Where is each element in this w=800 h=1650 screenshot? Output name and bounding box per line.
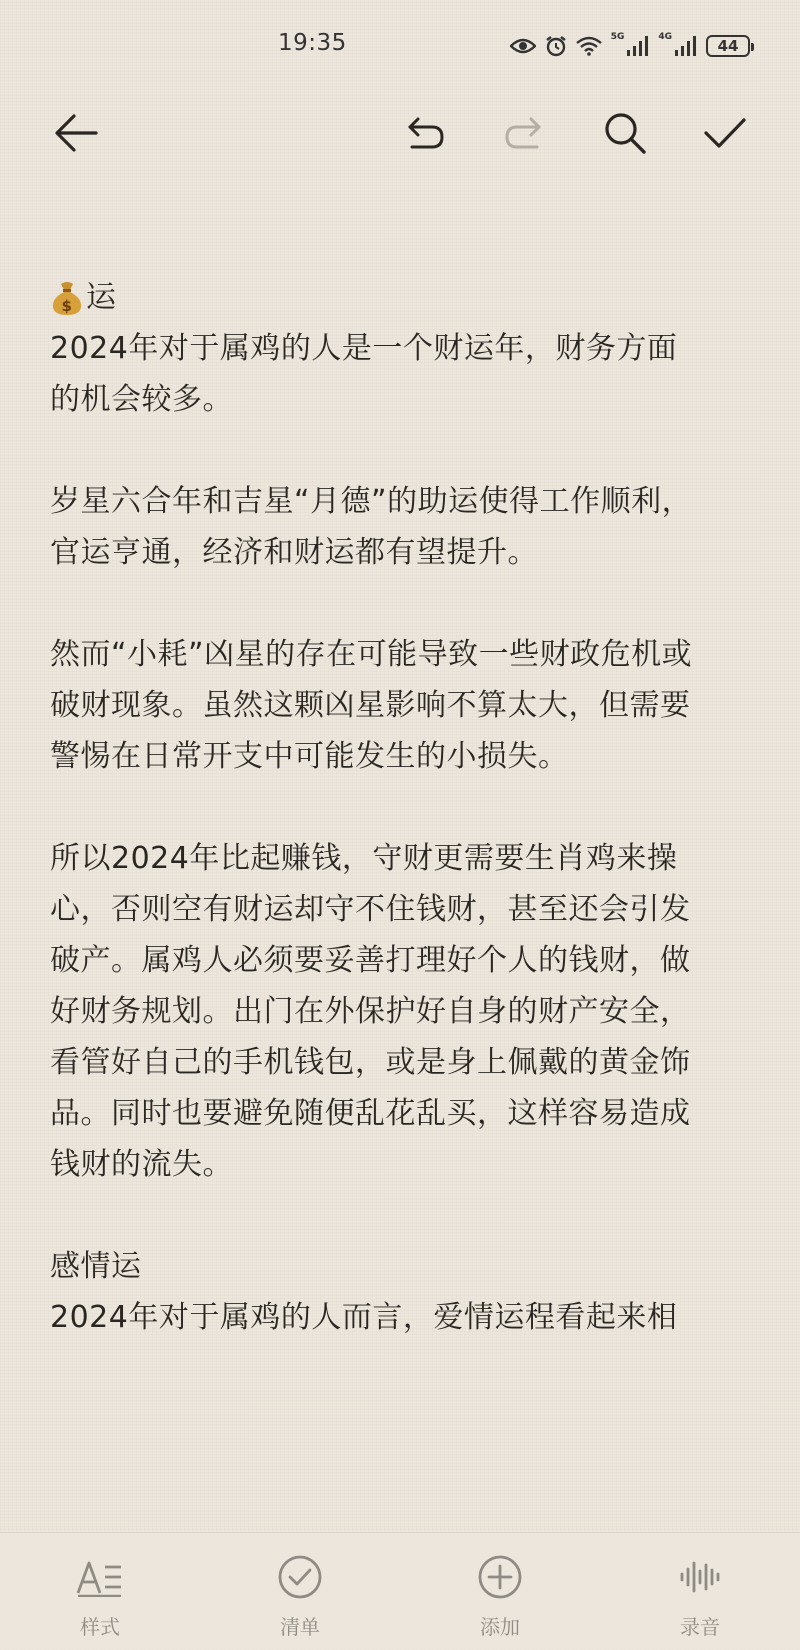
signal1-label: 5G xyxy=(610,32,625,42)
text-line: 破产。属鸡人必须要妥善打理好个人的钱财，做 xyxy=(50,943,691,978)
status-time: 19:35 xyxy=(278,30,347,56)
style-button[interactable] xyxy=(45,1553,155,1643)
done-button[interactable] xyxy=(697,107,753,163)
text-line: 心，否则空有财运却守不住钱财，甚至还会引发 xyxy=(50,892,691,927)
record-label: 录音 xyxy=(680,1615,720,1639)
signal2-label: 4G xyxy=(658,32,672,42)
checklist-button[interactable] xyxy=(245,1553,355,1643)
checklist-label: 清单 xyxy=(280,1615,320,1639)
text-line: 2024年对于属鸡的人而言，爱情运程看起来相 xyxy=(50,1300,678,1335)
paragraph-2 xyxy=(50,476,760,578)
paragraph-1 xyxy=(50,323,760,425)
status-bar xyxy=(0,0,800,90)
text-line: 警惕在日常开支中可能发生的小损失。 xyxy=(50,739,569,774)
svg-text:$: $ xyxy=(61,296,73,315)
note-editor[interactable] xyxy=(50,272,760,1343)
voice-record-icon xyxy=(678,1557,722,1601)
text-line: 官运亨通，经济和财运都有望提升。 xyxy=(50,535,538,570)
alarm-icon xyxy=(545,35,567,57)
search-button[interactable] xyxy=(597,107,653,163)
record-button[interactable] xyxy=(645,1553,755,1643)
status-icons xyxy=(510,31,750,61)
add-button[interactable] xyxy=(445,1553,555,1643)
text-line: 钱财的流失。 xyxy=(50,1147,233,1182)
text-line: 的机会较多。 xyxy=(50,382,233,417)
add-label: 添加 xyxy=(480,1615,520,1639)
style-label: 样式 xyxy=(80,1615,120,1639)
battery-icon xyxy=(706,35,750,57)
back-button[interactable] xyxy=(48,107,104,163)
wifi-icon xyxy=(576,36,602,56)
signal-5g-icon xyxy=(627,36,649,56)
text-line: 好财务规划。出门在外保护好自身的财产安全， xyxy=(50,994,691,1029)
text-line: 然而“小耗”凶星的存在可能导致一些财政危机或 xyxy=(50,637,693,672)
checkmark-icon xyxy=(703,116,747,154)
text-style-icon xyxy=(75,1557,125,1601)
redo-button[interactable] xyxy=(495,107,551,163)
paragraph-3 xyxy=(50,629,760,782)
section-heading-text: 运 xyxy=(86,280,117,315)
back-arrow-icon xyxy=(54,113,98,157)
battery-level: 44 xyxy=(717,37,739,55)
undo-icon xyxy=(406,115,446,155)
text-line: 看管好自己的手机钱包，或是身上佩戴的黄金饰 xyxy=(50,1045,691,1080)
eye-icon xyxy=(510,37,536,55)
signal-4g-icon xyxy=(675,36,697,56)
section-heading-love: 感情运 xyxy=(50,1249,142,1284)
text-line: 品。同时也要避免随便乱花乱买，这样容易造成 xyxy=(50,1096,691,1131)
undo-button[interactable] xyxy=(398,107,454,163)
section-heading-wealth xyxy=(50,272,760,323)
paragraph-4 xyxy=(50,833,760,1190)
text-line: 2024年对于属鸡的人是一个财运年，财务方面 xyxy=(50,331,678,366)
search-icon xyxy=(603,111,647,159)
text-line: 破财现象。虽然这颗凶星影响不算太大，但需要 xyxy=(50,688,691,723)
money-bag-icon xyxy=(50,280,84,316)
text-line: 所以2024年比起赚钱，守财更需要生肖鸡来操 xyxy=(50,841,678,876)
section-love xyxy=(50,1241,760,1343)
bottom-toolbar xyxy=(0,1532,800,1650)
checklist-icon xyxy=(277,1554,323,1604)
text-line: 岁星六合年和吉星“月德”的助运使得工作顺利， xyxy=(50,484,693,519)
add-icon xyxy=(477,1554,523,1604)
redo-icon xyxy=(503,115,543,155)
editor-toolbar xyxy=(0,95,800,175)
